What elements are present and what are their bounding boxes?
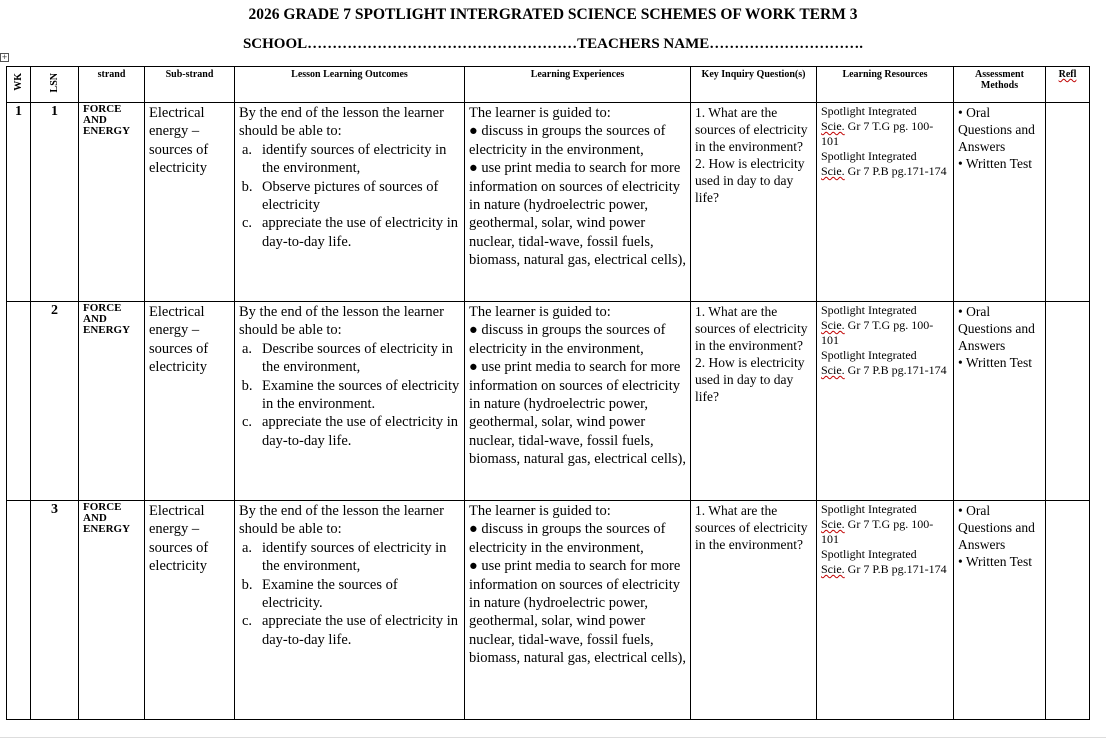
- reflection-cell[interactable]: [1046, 501, 1090, 720]
- outcomes-cell[interactable]: [235, 501, 465, 720]
- header-lsn: LSN: [31, 67, 79, 103]
- lesson-cell[interactable]: 1: [31, 103, 79, 302]
- week-cell[interactable]: [7, 501, 31, 720]
- experiences-list: [469, 122, 686, 269]
- inquiry-item: 1. What are the sources of electricity in the environment?: [695, 105, 808, 154]
- inquiry-item: 1. What are the sources of electricity in the environment?: [695, 304, 808, 353]
- resources-cell[interactable]: Spotlight Integrated Scie. Gr 7 T.G pg. 100-101 Spotlight Integrated Scie. Gr 7 P.B pg.171-174: [817, 302, 954, 501]
- outcome-text: Observe pictures of sources of electricity: [262, 178, 439, 214]
- header-sub-strand: Sub-strand: [145, 67, 235, 103]
- strand-cell[interactable]: FORCE AND ENERGY: [79, 302, 145, 501]
- table-row: [7, 501, 1090, 720]
- outcome-marker: a.: [241, 539, 253, 556]
- table-row: [7, 103, 1090, 302]
- experiences-item: ● discuss in groups the sources of electricity in the environment,: [469, 123, 666, 158]
- header-wk: WK: [7, 67, 31, 103]
- table-move-handle-icon[interactable]: +: [1, 53, 8, 61]
- outcome-text: Describe sources of electricity in the environment,: [262, 340, 453, 376]
- scheme-table: [6, 66, 1090, 720]
- inquiry-cell[interactable]: [691, 501, 817, 720]
- header-reflection: Refl: [1046, 67, 1090, 103]
- sub-strand-cell[interactable]: Electrical energy – sources of electricity: [145, 302, 235, 501]
- outcome-marker: c.: [241, 414, 253, 431]
- experiences-cell[interactable]: [465, 103, 691, 302]
- inquiry-item: 2. How is electricity used in day to day life?: [695, 355, 805, 404]
- outcome-item: [239, 340, 460, 377]
- outcomes-list: [239, 141, 460, 251]
- inquiry-cell[interactable]: [691, 103, 817, 302]
- lesson-cell[interactable]: 2: [31, 302, 79, 501]
- outcome-item: [239, 377, 460, 414]
- outcome-marker: c.: [241, 613, 253, 630]
- outcome-item: [239, 413, 460, 450]
- outcome-text: appreciate the use of electricity in day-to-day life.: [262, 613, 459, 648]
- outcome-text: Examine the sources of electricity in the environment.: [262, 377, 460, 413]
- school-teacher-line: SCHOOL………………………………………………TEACHERS NAME………………………….: [242, 36, 864, 52]
- outcomes-intro: By the end of the lesson the learner should be able to:: [239, 304, 444, 339]
- outcome-item: [239, 612, 460, 649]
- reflection-cell[interactable]: [1046, 103, 1090, 302]
- outcomes-list: [239, 340, 460, 450]
- header-strand: strand: [79, 67, 145, 103]
- header-outcomes: Lesson Learning Outcomes: [235, 67, 465, 103]
- assessment-item: • Written Test: [958, 156, 1032, 171]
- experiences-intro: The learner is guided to:: [469, 503, 611, 519]
- header-resources: Learning Resources: [817, 67, 954, 103]
- table-row: [7, 302, 1090, 501]
- outcome-item: [239, 141, 460, 178]
- outcome-text: appreciate the use of electricity in day-to-day life.: [262, 414, 459, 449]
- outcome-marker: a.: [241, 340, 253, 357]
- outcomes-list: [239, 539, 460, 649]
- assessment-cell[interactable]: [954, 501, 1046, 720]
- document-title: 2026 GRADE 7 SPOTLIGHT INTERGRATED SCIENCE SCHEMES OF WORK TERM 3: [248, 6, 858, 23]
- outcome-item: [239, 539, 460, 576]
- outcome-marker: c.: [241, 215, 253, 232]
- week-cell[interactable]: 1: [7, 103, 31, 302]
- outcome-item: [239, 178, 460, 215]
- resources-cell[interactable]: Spotlight Integrated Scie. Gr 7 T.G pg. 100-101 Spotlight Integrated Scie. Gr 7 P.B pg.171-174: [817, 103, 954, 302]
- week-cell[interactable]: [7, 302, 31, 501]
- header-row: [7, 67, 1090, 103]
- assessment-cell[interactable]: [954, 302, 1046, 501]
- experiences-intro: The learner is guided to:: [469, 105, 611, 121]
- inquiry-item: 1. What are the sources of electricity in the environment?: [695, 503, 808, 552]
- assessment-item: • Written Test: [958, 554, 1032, 569]
- experiences-cell[interactable]: [465, 501, 691, 720]
- assessment-list: [958, 502, 1041, 570]
- outcome-text: identify sources of electricity in the environment,: [262, 539, 447, 575]
- header-inquiry: Key Inquiry Question(s): [691, 67, 817, 103]
- experiences-list: [469, 321, 686, 468]
- inquiry-item: 2. How is electricity used in day to day life?: [695, 156, 805, 205]
- sub-strand-cell[interactable]: Electrical energy – sources of electricity: [145, 103, 235, 302]
- assessment-item: • Oral Questions and Answers: [958, 105, 1035, 154]
- assessment-item: • Oral Questions and Answers: [958, 304, 1035, 353]
- experiences-intro: The learner is guided to:: [469, 304, 611, 320]
- outcomes-cell[interactable]: [235, 103, 465, 302]
- experiences-item: ● use print media to search for more information on sources of electricity in nature (hydroelectric power, geothermal, solar, wind power nuclear, tidal-wave, fossil fuels, biomass, natural gas, electrical cells),: [469, 160, 687, 269]
- assessment-list: [958, 303, 1041, 371]
- inquiry-list: [695, 303, 812, 405]
- header-experiences: Learning Experiences: [465, 67, 691, 103]
- outcome-marker: b.: [241, 576, 253, 593]
- outcomes-intro: By the end of the lesson the learner should be able to:: [239, 503, 444, 538]
- outcome-marker: b.: [241, 377, 253, 394]
- inquiry-cell[interactable]: [691, 302, 817, 501]
- lesson-cell[interactable]: 3: [31, 501, 79, 720]
- page-bottom-rule: [0, 737, 1106, 738]
- inquiry-list: [695, 104, 812, 206]
- sub-strand-cell[interactable]: Electrical energy – sources of electricity: [145, 501, 235, 720]
- assessment-cell[interactable]: [954, 103, 1046, 302]
- outcome-text: identify sources of electricity in the environment,: [262, 141, 447, 177]
- outcome-item: [239, 576, 460, 613]
- experiences-item: ● use print media to search for more information on sources of electricity in nature (hydroelectric power, geothermal, solar, wind power nuclear, tidal-wave, fossil fuels, biomass, natural gas, electrical cells),: [469, 359, 687, 468]
- outcome-marker: b.: [241, 178, 253, 195]
- experiences-item: ● discuss in groups the sources of electricity in the environment,: [469, 521, 666, 556]
- assessment-item: • Oral Questions and Answers: [958, 503, 1035, 552]
- inquiry-list: [695, 502, 812, 553]
- strand-cell[interactable]: FORCE AND ENERGY: [79, 501, 145, 720]
- outcome-marker: a.: [241, 141, 253, 158]
- experiences-list: [469, 520, 686, 667]
- outcomes-cell[interactable]: [235, 302, 465, 501]
- assessment-item: • Written Test: [958, 355, 1032, 370]
- experiences-item: ● discuss in groups the sources of electricity in the environment,: [469, 322, 666, 357]
- reflection-cell[interactable]: [1046, 302, 1090, 501]
- experiences-cell[interactable]: [465, 302, 691, 501]
- outcomes-intro: By the end of the lesson the learner should be able to:: [239, 105, 444, 140]
- assessment-list: [958, 104, 1041, 172]
- outcome-item: [239, 214, 460, 251]
- outcome-text: appreciate the use of electricity in day-to-day life.: [262, 215, 459, 250]
- strand-cell[interactable]: FORCE AND ENERGY: [79, 103, 145, 302]
- resources-cell[interactable]: Spotlight Integrated Scie. Gr 7 T.G pg. 100-101 Spotlight Integrated Scie. Gr 7 P.B pg.171-174: [817, 501, 954, 720]
- header-assessment: Assessment Methods: [954, 67, 1046, 103]
- outcome-text: Examine the sources of electricity.: [262, 576, 398, 612]
- experiences-item: ● use print media to search for more information on sources of electricity in nature (hydroelectric power, geothermal, solar, wind power nuclear, tidal-wave, fossil fuels, biomass, natural gas, electrical cells),: [469, 558, 687, 667]
